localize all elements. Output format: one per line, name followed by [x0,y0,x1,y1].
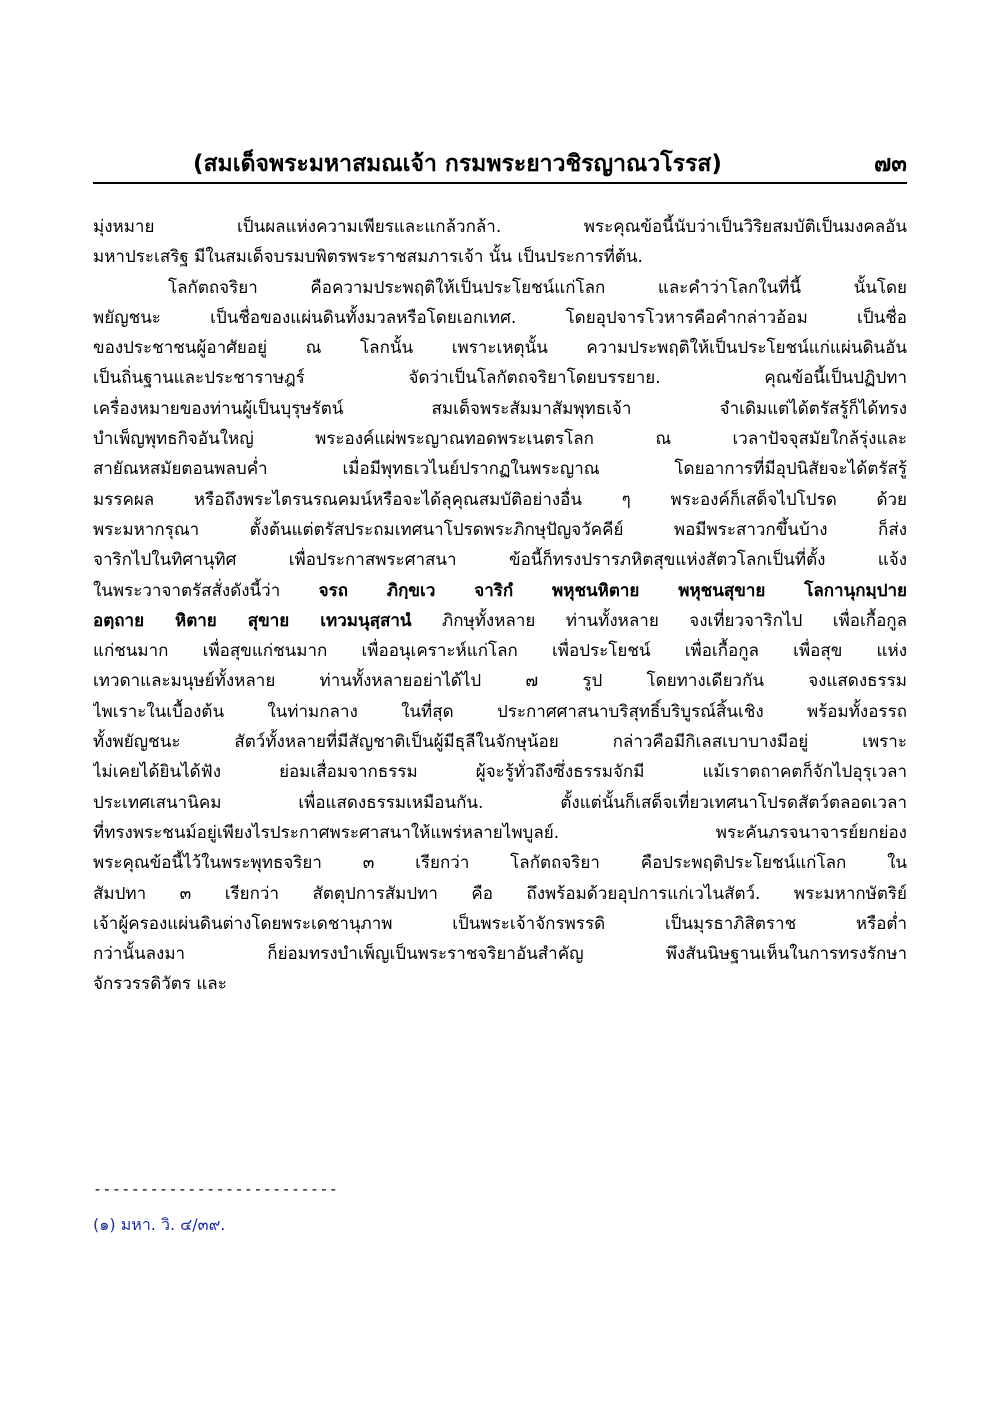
body-line: เจ้าผู้ครองแผ่นดินต่างโดยพระเดชานุภาพ เป็นพระเจ้าจักรพรรดิ เป็นมุรธาภิสิตราช หรือต่ำ [93,913,907,934]
body-line: มหาประเสริฐ มีในสมเด็จบรมบพิตรพระราชสมภารเจ้า นั้น เป็นประการที่ต้น. [93,247,643,268]
header-title: (สมเด็จพระมหาสมณเจ้า กรมพระยาวชิรญาณวโรรส) [193,151,722,177]
pali-quote: อตฺถาย หิตาย สุขาย เทวมนุสฺสานํ [93,610,412,631]
body-text-segment: ในพระวาจาตรัสสั่งดังนี้ว่า [93,580,319,601]
body-line: เป็นถิ่นฐานและประชาราษฎร์ จัดว่าเป็นโลกัตถจริยาโดยบรรยาย. คุณข้อนี้เป็นปฏิปทา [93,368,907,389]
body-text [93,212,907,1000]
body-line: มุ่งหมาย เป็นผลแห่งความเพียรและแกล้วกล้า. พระคุณข้อนี้นับว่าเป็นวิริยสมบัติเป็นมงคลอัน [93,217,907,237]
body-line: บำเพ็ญพุทธกิจอันใหญ่ พระองค์แผ่พระญาณทอดพระเนตรโลก ณ เวลาปัจจุสมัยใกล้รุ่งและ [93,429,907,450]
body-line: เครื่องหมายของท่านผู้เป็นบุรุษรัตน์ สมเด็จพระสัมมาสัมพุทธเจ้า จำเดิมแต่ได้ตรัสรู้ก็ได้ทรง [93,398,907,419]
body-line-pali-quote [93,576,907,606]
body-text-segment: ภิกษุทั้งหลาย ท่านทั้งหลาย จงเที่ยวจาริกไป เพื่อเกื้อกูล [411,610,907,631]
body-line: พยัญชนะ เป็นชื่อของแผ่นดินทั้งมวลหรือโดยเอกเทศ. โดยอุปจารโวหารคือคำกล่าวอ้อม เป็นชื่อ [93,307,907,328]
body-line: แก่ชนมาก เพื่อสุขแก่ชนมาก เพื่ออนุเคราะห์แก่โลก เพื่อประโยชน์ เพื่อเกื้อกูล เพื่อสุข แห่ง [93,641,907,662]
body-line: เทวดาและมนุษย์ทั้งหลาย ท่านทั้งหลายอย่าได้ไป ๗ รูป โดยทางเดียวกัน จงแสดงธรรม [93,671,907,692]
body-line: จักรวรรดิวัตร และ [93,974,227,995]
body-line: ไม่เคยได้ยินได้ฟัง ย่อมเสื่อมจากธรรม ผู้จะรู้ทั่วถึงซึ่งธรรมจักมี แม้เราตถาคตก็จักไปอุรุเวลา [93,762,907,783]
footnote: (๑) มหา. วิ. ๔/๓๙. [93,1215,226,1234]
body-line: ประเทศเสนานิคม เพื่อแสดงธรรมเหมือนกัน. ตั้งแต่นั้นก็เสด็จเที่ยวเทศนาโปรดสัตว์ตลอดเวลา [93,792,907,813]
page-header [93,144,907,184]
paragraph-start-line: โลกัตถจริยา คือความประพฤติให้เป็นประโยชน์แก่โลก และคำว่าโลกในที่นี้ นั้นโดย [168,277,907,298]
pali-quote: จรถ ภิกฺขเว จาริกํ พหุชนหิตาย พหุชนสุขาย โลกานุกมฺปาย [318,580,907,601]
footnote-separator: -------------------------- [93,1180,339,1198]
body-line: ที่ทรงพระชนม์อยู่เพียงไรประกาศพระศาสนาให้แพร่หลายไพบูลย์. พระคันภรจนาจารย์ยกย่อง [93,822,907,843]
body-line: สายัณหสมัยตอนพลบค่ำ เมื่อมีพุทธเวไนย์ปรากฏในพระญาณ โดยอาการที่มีอุปนิสัยจะได้ตรัสรู้ [93,459,907,480]
page-number: ๗๓ [873,151,907,177]
body-line: พระคุณข้อนี้ไว้ในพระพุทธจริยา ๓ เรียกว่า โลกัตถจริยา คือประพฤติประโยชน์แก่โลก ใน [93,853,907,874]
body-line: จาริกไปในทิศานุทิศ เพื่อประกาสพระศาสนา ข้อนี้ก็ทรงปรารภหิตสุขแห่งสัตวโลกเป็นที่ตั้ง แจ้ง [93,550,907,571]
body-line: พระมหากรุณา ตั้งต้นแต่ตรัสประถมเทศนาโปรดพระภิกษุปัญจวัคคีย์ พอมีพระสาวกขึ้นบ้าง ก็ส่ง [93,519,907,540]
body-line: กว่านั้นลงมา ก็ย่อมทรงบำเพ็ญเป็นพระราชจริยาอันสำคัญ พึงสันนิษฐานเห็นในการทรงรักษา [93,944,907,965]
body-line: สัมปทา ๓ เรียกว่า สัตตุปการสัมปทา คือ ถึงพร้อมด้วยอุปการแก่เวไนสัตว์. พระมหากษัตริย์ [93,883,907,904]
body-line: มรรคผล หรือถึงพระไตรนรณคมน์หรือจะได้ลุคุณสมบัติอย่างอื่น ๆ พระองค์ก็เสด็จไปโปรด ด้วย [93,489,907,510]
body-line-pali-quote [93,606,907,636]
body-line: ไพเราะในเบื้องต้น ในท่ามกลาง ในที่สุด ประกาศศาสนาบริสุทธิ์บริบูรณ์สิ้นเชิง พร้อมทั้งอรรถ [93,701,907,722]
header-rule [93,182,907,184]
body-line: ทั้งพยัญชนะ สัตว์ทั้งหลายที่มีสัญชาติเป็นผู้มีธุลีในจักษุน้อย กล่าวคือมีกิเลสเบาบางมีอยู่ เพราะ [93,732,907,753]
body-line: ของประชาชนผู้อาศัยอยู่ ณ โลกนั้น เพราะเหตุนั้น ความประพฤติให้เป็นประโยชน์แก่แผ่นดินอัน [93,338,907,359]
